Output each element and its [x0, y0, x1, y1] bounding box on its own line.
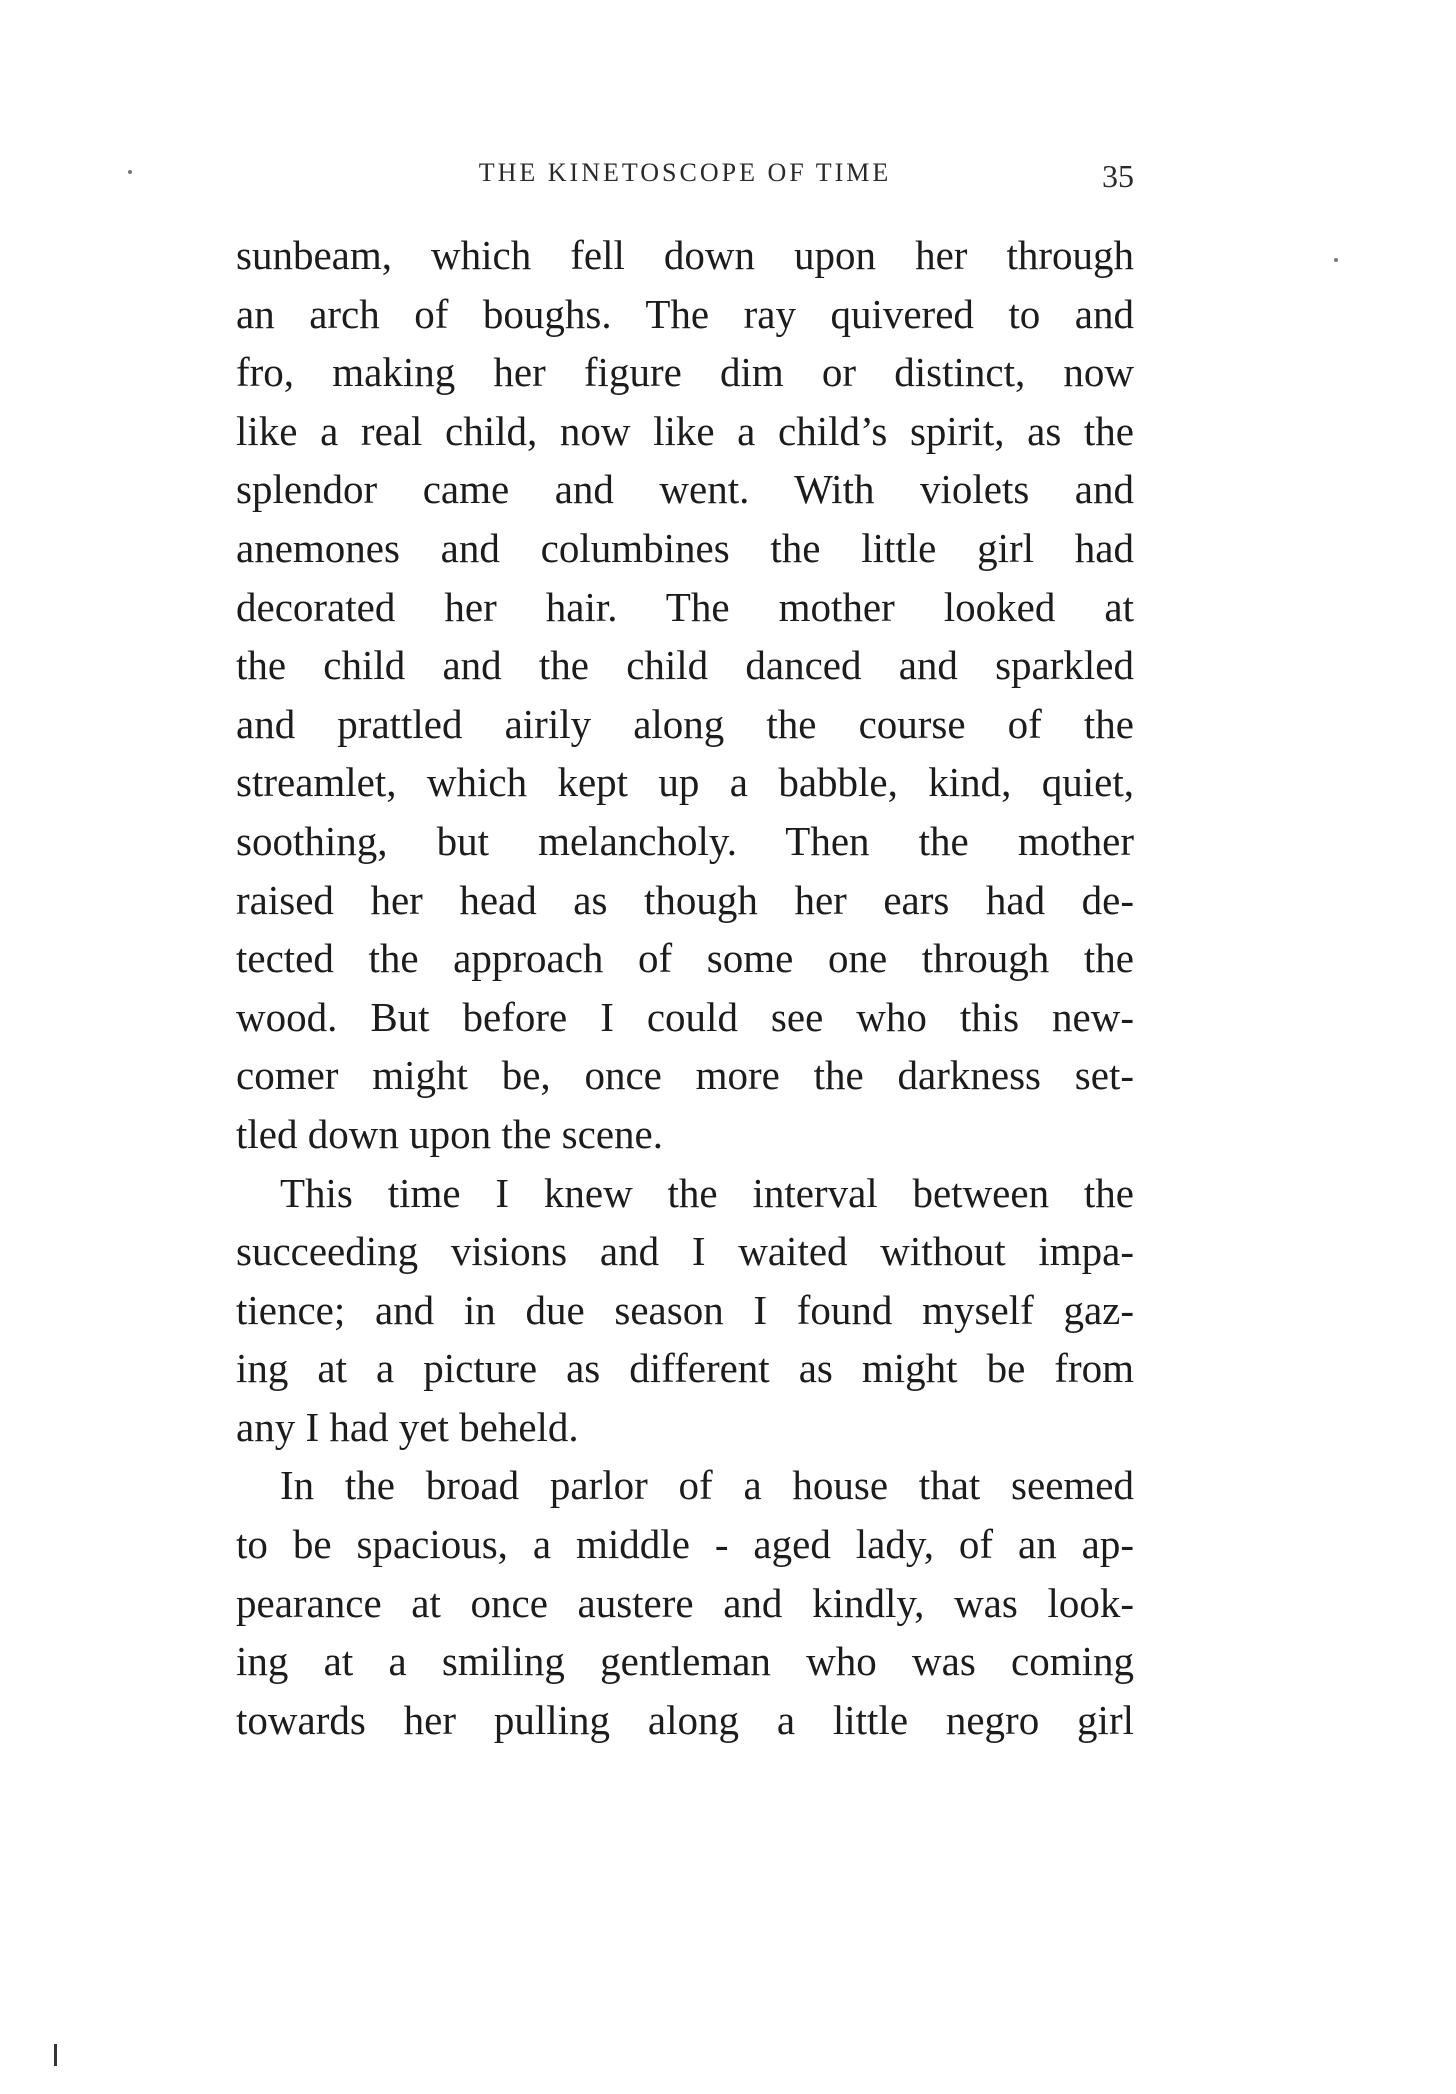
text-line: ing at a picture as different as might be from [236, 1345, 1134, 1392]
text-line: splendor came and went. With violets and [236, 466, 1134, 513]
text-line: ing at a smiling gentleman who was coming [236, 1638, 1134, 1685]
text-line: anemones and columbines the little girl had [236, 524, 1134, 571]
text-line: wood. But before I could see who this new- [236, 993, 1134, 1040]
running-head [236, 158, 1134, 198]
text-line: streamlet, which kept up a babble, kind, quiet, [236, 759, 1134, 806]
text-line: In the broad parlor of a house that seemed [280, 1462, 1134, 1509]
text-line: succeeding visions and I waited without impa- [236, 1228, 1134, 1275]
text-line: tience; and in due season I found myself gaz- [236, 1286, 1134, 1333]
text-line: comer might be, once more the darkness set- [236, 1052, 1134, 1099]
text-line: tled down upon the scene. [236, 1110, 663, 1157]
text-line: raised her head as though her ears had de- [236, 876, 1134, 923]
text-line: to be spacious, a middle - aged lady, of an ap- [236, 1521, 1134, 1568]
text-line: an arch of boughs. The ray quivered to and [236, 290, 1134, 337]
text-line: fro, making her figure dim or distinct, now [236, 349, 1134, 396]
text-line: pearance at once austere and kindly, was look- [236, 1579, 1134, 1626]
text-line: towards her pulling along a little negro girl [236, 1696, 1134, 1743]
text-line: and prattled airily along the course of the [236, 700, 1134, 747]
paper-speck [128, 170, 132, 174]
text-line: tected the approach of some one through the [236, 935, 1134, 982]
paper-speck [1334, 258, 1338, 262]
page-number: 35 [1102, 158, 1134, 194]
running-title: THE KINETOSCOPE OF TIME [478, 158, 892, 187]
text-line: soothing, but melancholy. Then the mother [236, 817, 1134, 864]
text-line: like a real child, now like a child’s spirit, as the [236, 407, 1134, 454]
text-line: sunbeam, which fell down upon her through [236, 232, 1134, 278]
text-line: decorated her hair. The mother looked at [236, 583, 1134, 630]
body-text [236, 226, 1134, 1749]
margin-mark [54, 2044, 57, 2066]
text-line: any I had yet beheld. [236, 1403, 579, 1450]
text-line: the child and the child danced and sparkled [236, 642, 1134, 689]
text-line: This time I knew the interval between the [280, 1169, 1134, 1216]
